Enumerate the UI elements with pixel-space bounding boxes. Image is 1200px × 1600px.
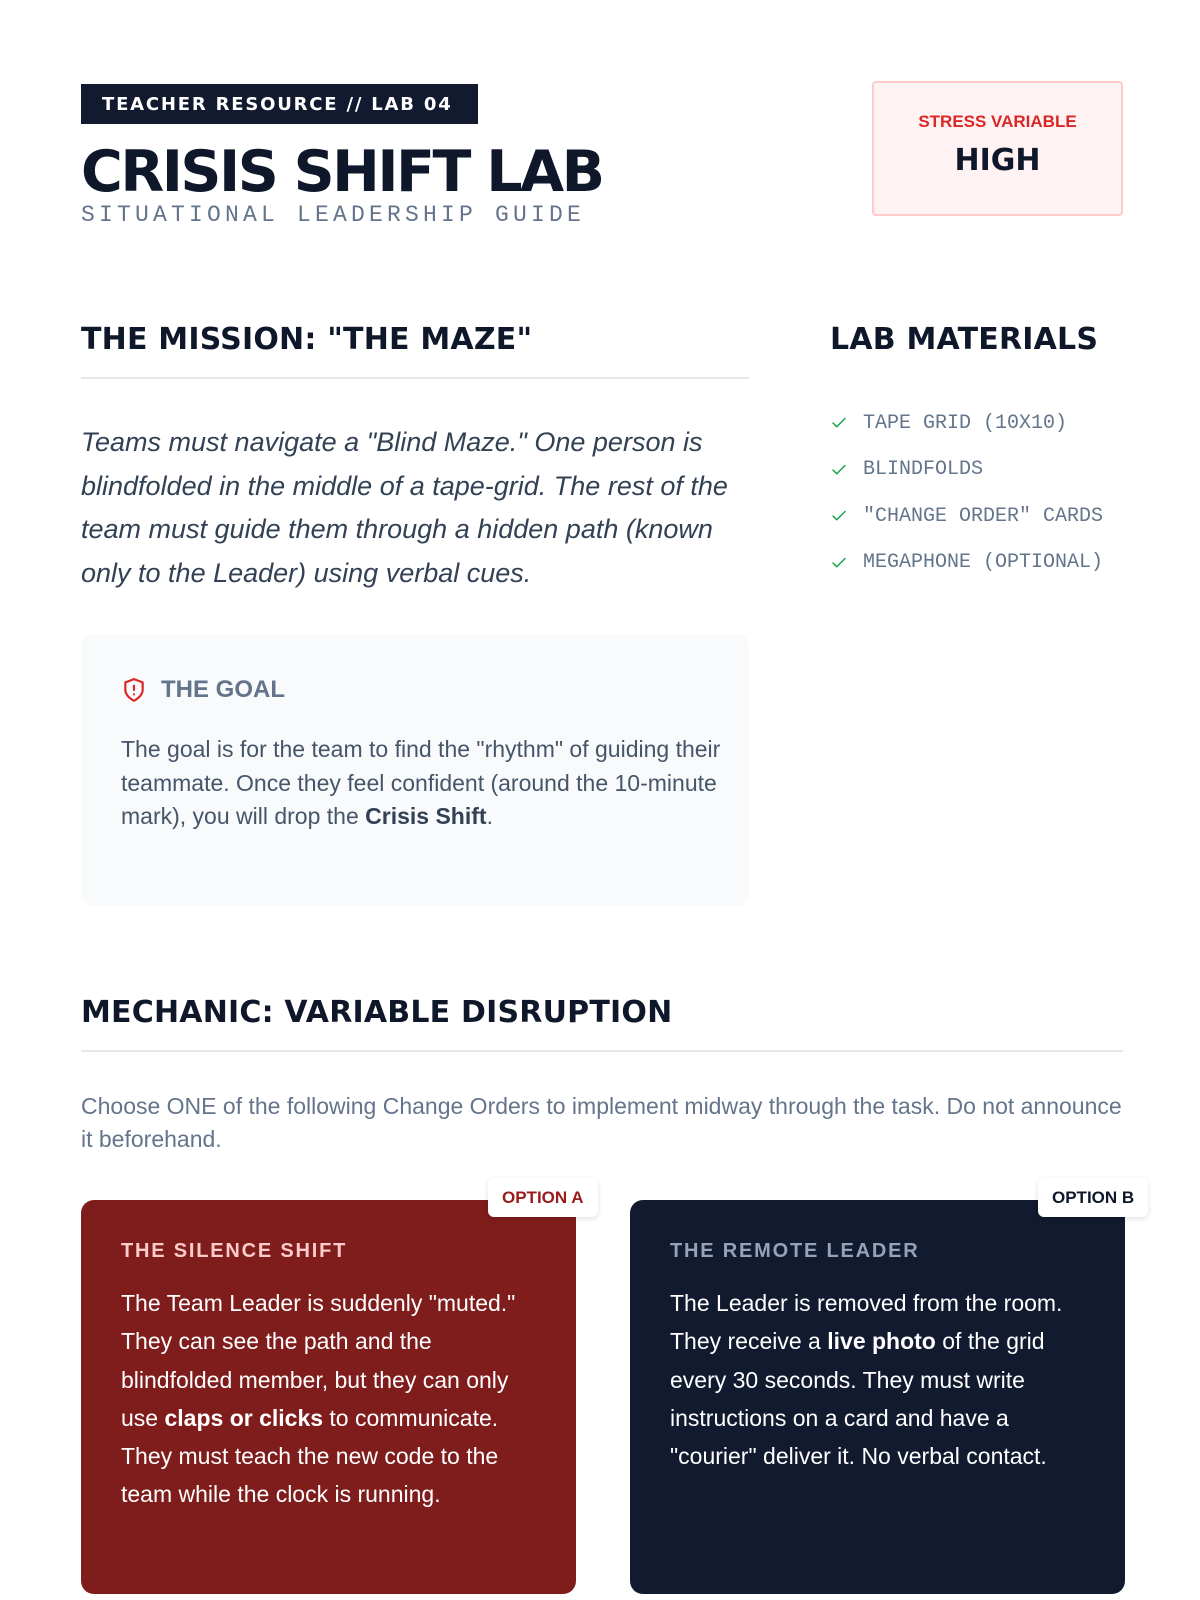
shield-alert-icon <box>121 677 147 703</box>
mechanic-divider <box>81 1050 1123 1052</box>
header <box>81 84 603 228</box>
goal-text-emphasis: Crisis Shift <box>365 803 487 829</box>
goal-header <box>121 676 285 704</box>
goal-text <box>121 733 721 834</box>
stress-variable-card <box>872 81 1123 216</box>
check-icon <box>830 507 848 525</box>
list-item <box>830 447 1103 494</box>
mechanic-description: Choose ONE of the following Change Orders to implement midway through the task. Do not announce it beforehand. <box>81 1093 1122 1152</box>
option-text-emphasis: claps or clicks <box>164 1404 324 1431</box>
option-text-part: of the grid every 30 seconds. They must write instructions on a card and have a "courier" deliver it. No verbal contact. <box>670 1328 1047 1470</box>
resource-tag: TEACHER RESOURCE // LAB 04 <box>81 84 478 124</box>
option-title: THE REMOTE LEADER <box>670 1240 920 1262</box>
option-text-part: The Leader is removed from the room. They receive a <box>670 1290 1063 1355</box>
materials-heading: LAB MATERIALS <box>830 322 1099 357</box>
material-label: TAPE GRID (10X10) <box>863 411 1068 435</box>
option-card-b <box>630 1200 1125 1594</box>
stress-value: HIGH <box>954 143 1041 178</box>
material-label: MEGAPHONE (OPTIONAL) <box>863 551 1104 575</box>
stress-label: STRESS VARIABLE <box>918 112 1077 131</box>
materials-list <box>830 400 1103 586</box>
option-title: THE SILENCE SHIFT <box>121 1240 348 1262</box>
page-title: CRISIS SHIFT LAB <box>81 139 603 205</box>
material-label: "CHANGE ORDER" CARDS <box>863 504 1104 528</box>
option-card-a <box>81 1200 576 1594</box>
option-text <box>121 1284 546 1514</box>
list-item <box>830 400 1103 447</box>
list-item <box>830 540 1103 587</box>
option-text-part: The Team Leader is suddenly "muted." They can see the path and the blindfolded member, but they can only use <box>121 1290 516 1431</box>
goal-title: THE GOAL <box>161 676 285 703</box>
material-label: BLINDFOLDS <box>863 458 984 482</box>
check-icon <box>830 554 848 572</box>
option-text-part: to communicate. They must teach the new code to the team while the clock is running. <box>121 1404 499 1508</box>
option-text-emphasis: live photo <box>827 1328 936 1355</box>
goal-text-part: The goal is for the team to find the "rhythm" of guiding their teammate. Once they feel confident (around the 10-minute mark), you will drop the <box>121 736 721 829</box>
mission-heading: THE MISSION: "THE MAZE" <box>81 322 533 357</box>
page-subtitle: SITUATIONAL LEADERSHIP GUIDE <box>81 202 586 228</box>
mechanic-heading: MECHANIC: VARIABLE DISRUPTION <box>81 995 673 1030</box>
option-badge-a: OPTION A <box>488 1178 598 1217</box>
mission-description: Teams must navigate a "Blind Maze." One person is blindfolded in the middle of a tape-grid. The rest of the team must guide them through a hidden path (known only to the Leader) using verbal cues. <box>81 427 728 588</box>
goal-text-part: . <box>486 803 493 829</box>
option-text <box>670 1284 1095 1475</box>
option-badge-b: OPTION B <box>1038 1178 1148 1217</box>
goal-box <box>81 634 749 906</box>
check-icon <box>830 461 848 479</box>
list-item <box>830 493 1103 540</box>
mission-divider <box>81 377 749 379</box>
check-icon <box>830 414 848 432</box>
